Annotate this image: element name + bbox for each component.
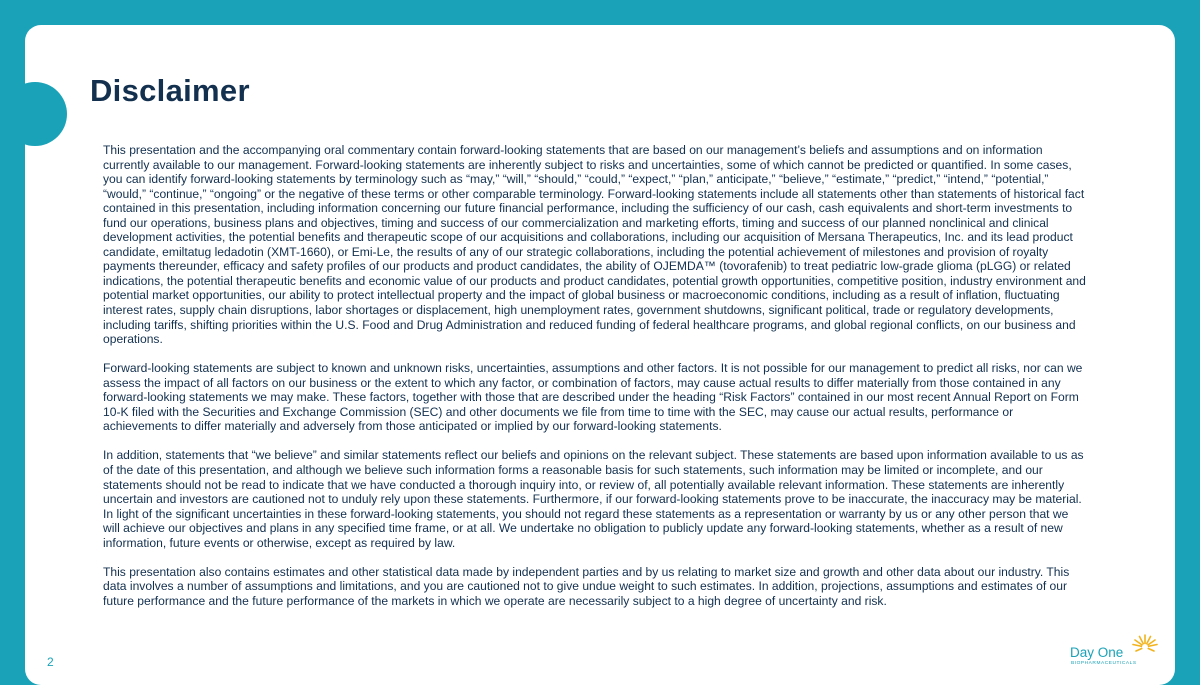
- disclaimer-body: [103, 143, 1088, 623]
- disclaimer-paragraph-3: In addition, statements that “we believe” and similar statements reflect our beliefs and opinions on the relevant subject. These statements are based upon information available to us as of the date of this presentation, and although we believe such information forms a reasonable basis for such statements, such information may be limited or incomplete, and our statements should not be read to indicate that we have conducted a thorough inquiry into, or review of, all potentially available relevant information. These statements are inherently uncertain and investors are cautioned not to unduly rely upon these statements. Furthermore, if our forward-looking statements prove to be inaccurate, the inaccuracy may be material. In light of the significant uncertainties in these forward-looking statements, you should not regard these statements as a representation or warranty by us or any other person that we will achieve our objectives and plans in any specified time frame, or at all. We undertake no obligation to publicly update any forward-looking statements, whether as a result of new information, future events or otherwise, except as required by law.: [103, 448, 1084, 550]
- page-title: Disclaimer: [90, 73, 250, 108]
- logo-tagline: BIOPHARMACEUTICALS: [1071, 661, 1137, 666]
- logo-wordmark: Day One: [1070, 645, 1124, 660]
- sunburst-icon: [1128, 632, 1162, 656]
- disclaimer-paragraph-2: Forward-looking statements are subject to known and unknown risks, uncertainties, assumptions and other factors. It is not possible for our management to predict all risks, nor can we assess the impact of all factors on our business or the extent to which any factor, or combination of factors, may cause actual results to differ materially from those contained in any forward-looking statements we may make. These factors, together with those that are described under the heading “Risk Factors” contained in our most recent Annual Report on Form 10-K filed with the Securities and Exchange Commission (SEC) and other documents we file from time to time with the SEC, may cause our actual results, performance or achievements to differ materially and adversely from those anticipated or implied by our forward-looking statements.: [103, 361, 1083, 434]
- disclaimer-paragraph-1: This presentation and the accompanying oral commentary contain forward-looking statements that are based on our management’s beliefs and assumptions and on information currently available to our management. Forward-looking statements are inherently subject to risks and uncertainties, some of which cannot be predicted or quantified. In some cases, you can identify forward-looking statements by terminology such as “may,” “will,” “should,” “could,” “expect,” “plan,” anticipate,” “believe,” “estimate,” “predict,” “intend,” “potential,” “would,” “continue,” “ongoing” or the negative of these terms or other comparable terminology. Forward-looking statements include all statements other than statements of historical fact contained in this presentation, including information concerning our future financial performance, including the sufficiency of our cash, cash equivalents and short-term investments to fund our operations, business plans and objectives, timing and success of our commercialization and marketing efforts, timing and success of our planned nonclinical and clinical development activities, the potential benefits and therapeutic scope of our acquisitions and collaborations, including our acquisition of Mersana Therapeutics, Inc. and its lead product candidate, emiltatug ledadotin (XMT-1660), or Emi-Le, the results of any of our strategic collaborations, including the potential achievement of milestones and provision of royalty payments thereunder, efficacy and safety profiles of our products and product candidates, the ability of OJEMDA™ (tovorafenib) to treat pediatric low-grade glioma (pLGG) or related indications, the potential therapeutic benefits and economic value of our products and product candidates, potential growth opportunities, competitive position, industry environment and potential market opportunities, our ability to protect intellectual property and the impact of global business or macroeconomic conditions, including as a result of inflation, fluctuating interest rates, supply chain disruptions, labor shortages or displacement, high unemployment rates, government shutdowns, significant political, trade or regulatory developments, including tariffs, shifting priorities within the U.S. Food and Drug Administration and reduced funding of federal healthcare programs, and global regional conflicts, on our business and operations.: [103, 143, 1086, 347]
- side-tab-decoration: [3, 82, 67, 146]
- disclaimer-paragraph-4: This presentation also contains estimates and other statistical data made by independent parties and by us relating to market size and growth and other data about our industry. This data involves a number of assumptions and limitations, and you are cautioned not to give undue weight to such estimates. In addition, projections, assumptions and estimates of our future performance and the future performance of the markets in which we operate are necessarily subject to a high degree of uncertainty and risk.: [103, 564, 1070, 608]
- page-number: 2: [47, 655, 54, 669]
- slide-card: [25, 25, 1175, 685]
- company-logo: [1070, 632, 1166, 668]
